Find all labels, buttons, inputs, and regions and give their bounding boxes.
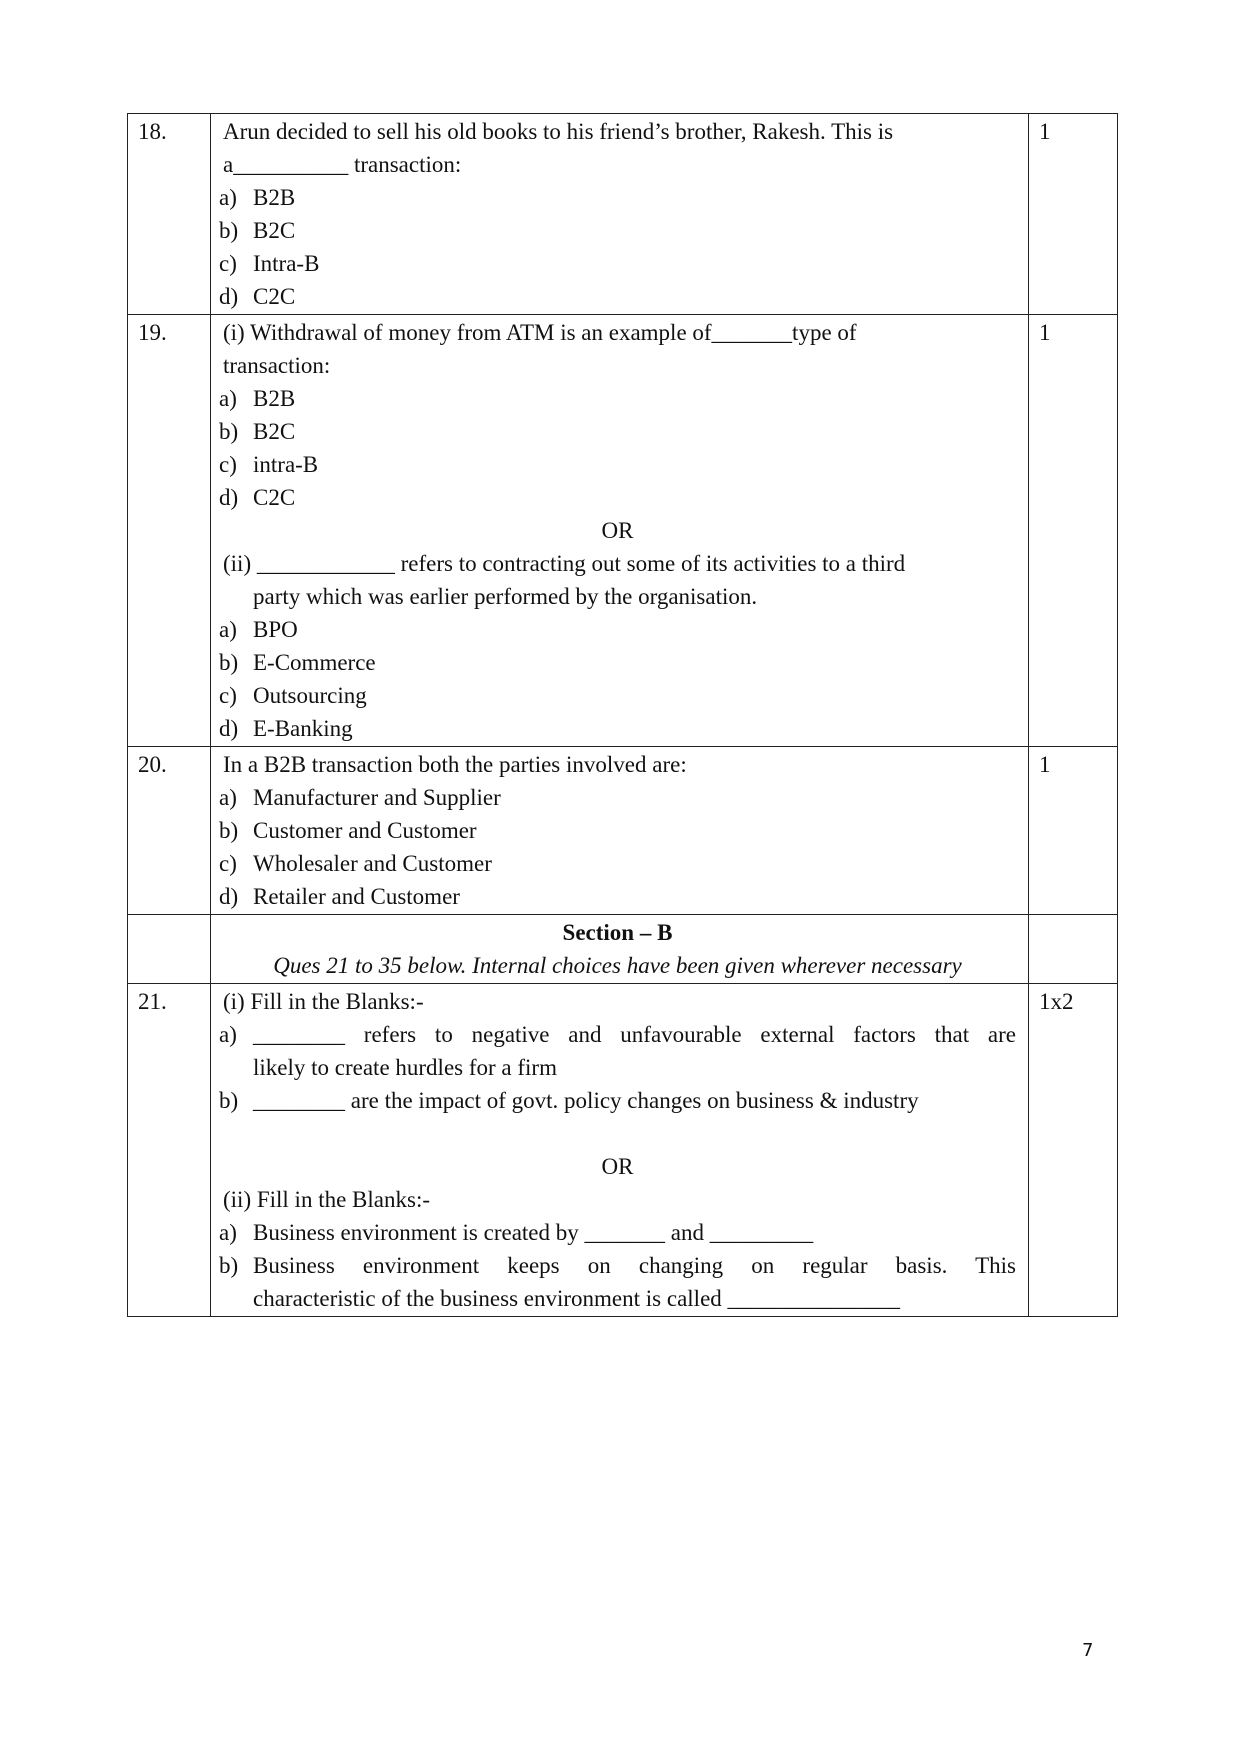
question-stem: (i) Withdrawal of money from ATM is an example of_______type of [223, 320, 857, 345]
question-body [211, 315, 1029, 747]
questions-table [127, 113, 1118, 1317]
option-text: Customer and Customer [253, 818, 477, 843]
option-letter: a) [219, 785, 237, 810]
question-stem: (ii) Fill in the Blanks:- [223, 1187, 430, 1212]
question-stem: Arun decided to sell his old books to his friend’s brother, Rakesh. This is [223, 119, 894, 144]
empty-cell [1029, 915, 1118, 984]
option-text: C2C [253, 485, 296, 510]
option-letter: d) [219, 716, 239, 741]
option-letter: b) [219, 1088, 239, 1113]
question-row-18 [128, 114, 1118, 315]
option-d [219, 280, 1016, 313]
option-letter: b) [219, 419, 239, 444]
option-text: B2B [253, 386, 296, 411]
blank-a [219, 1216, 1016, 1249]
option-a [219, 181, 1016, 214]
option-d [219, 880, 1016, 913]
question-body [211, 747, 1029, 915]
option-letter: a) [219, 386, 237, 411]
option-text: intra-B [253, 452, 319, 477]
option-d [219, 712, 1016, 745]
option-d [219, 481, 1016, 514]
option-letter: c) [219, 251, 237, 276]
question-paper-page [127, 113, 1117, 1317]
question-number: 19. [128, 315, 211, 747]
question-stem: (ii) ____________ refers to contracting out some of its activities to a third [223, 551, 906, 576]
question-marks: 1 [1029, 315, 1118, 747]
option-b [219, 415, 1016, 448]
option-text: Retailer and Customer [253, 884, 460, 909]
option-text: E-Commerce [253, 650, 376, 675]
option-c [219, 679, 1016, 712]
option-letter: a) [219, 185, 237, 210]
option-b [219, 646, 1016, 679]
option-a [219, 781, 1016, 814]
question-row-21 [128, 984, 1118, 1317]
option-letter: a) [219, 1022, 237, 1047]
option-c [219, 247, 1016, 280]
question-stem: (i) Fill in the Blanks:- [223, 989, 424, 1014]
section-b-row [128, 915, 1118, 984]
option-text-continued: characteristic of the business environment is called _______________ [253, 1286, 901, 1311]
question-marks: 1 [1029, 114, 1118, 315]
option-text: ________ are the impact of govt. policy changes on business & industry [253, 1088, 919, 1113]
question-number: 21. [128, 984, 211, 1317]
option-letter: d) [219, 485, 239, 510]
option-letter: d) [219, 284, 239, 309]
section-note: Ques 21 to 35 below. Internal choices have been given wherever necessary [273, 953, 962, 978]
option-text: Business environment is created by _______ and _________ [253, 1220, 814, 1245]
option-letter: a) [219, 617, 237, 642]
question-body [211, 984, 1029, 1317]
option-c [219, 448, 1016, 481]
blank-b [219, 1249, 1016, 1282]
option-text: ________ refers to negative and unfavourable external factors that are [253, 1022, 1016, 1047]
option-letter: c) [219, 683, 237, 708]
option-letter: b) [219, 818, 239, 843]
question-marks: 1x2 [1029, 984, 1118, 1317]
blank-b [219, 1084, 1016, 1117]
or-divider: OR [601, 518, 634, 543]
option-text: B2B [253, 185, 296, 210]
question-stem: In a B2B transaction both the parties involved are: [223, 752, 687, 777]
page-number: 7 [1082, 1640, 1094, 1661]
option-text: E-Banking [253, 716, 353, 741]
question-stem: party which was earlier performed by the organisation. [253, 584, 758, 609]
option-text: BPO [253, 617, 298, 642]
question-stem: transaction: [223, 353, 331, 378]
blank-a [219, 1018, 1016, 1051]
question-row-20 [128, 747, 1118, 915]
option-text: B2C [253, 218, 296, 243]
option-text-continued: likely to create hurdles for a firm [253, 1055, 557, 1080]
option-text: C2C [253, 284, 296, 309]
option-letter: b) [219, 218, 239, 243]
option-text: Wholesaler and Customer [253, 851, 492, 876]
section-header [211, 915, 1029, 984]
option-letter: c) [219, 452, 237, 477]
option-a [219, 613, 1016, 646]
spacer [219, 1117, 1016, 1150]
option-letter: b) [219, 650, 239, 675]
option-letter: a) [219, 1220, 237, 1245]
question-number: 18. [128, 114, 211, 315]
question-number: 20. [128, 747, 211, 915]
section-title: Section – B [562, 920, 673, 945]
question-body [211, 114, 1029, 315]
question-stem: a__________ transaction: [223, 152, 462, 177]
or-divider: OR [601, 1154, 634, 1179]
option-text: B2C [253, 419, 296, 444]
option-c [219, 847, 1016, 880]
question-row-19 [128, 315, 1118, 747]
empty-cell [128, 915, 211, 984]
option-b [219, 814, 1016, 847]
option-a [219, 382, 1016, 415]
option-letter: b) [219, 1253, 239, 1278]
option-text: Business environment keeps on changing on regular basis. This [253, 1253, 1016, 1278]
option-text: Intra-B [253, 251, 320, 276]
option-text: Manufacturer and Supplier [253, 785, 501, 810]
option-letter: d) [219, 884, 239, 909]
option-letter: c) [219, 851, 237, 876]
option-text: Outsourcing [253, 683, 367, 708]
option-b [219, 214, 1016, 247]
question-marks: 1 [1029, 747, 1118, 915]
